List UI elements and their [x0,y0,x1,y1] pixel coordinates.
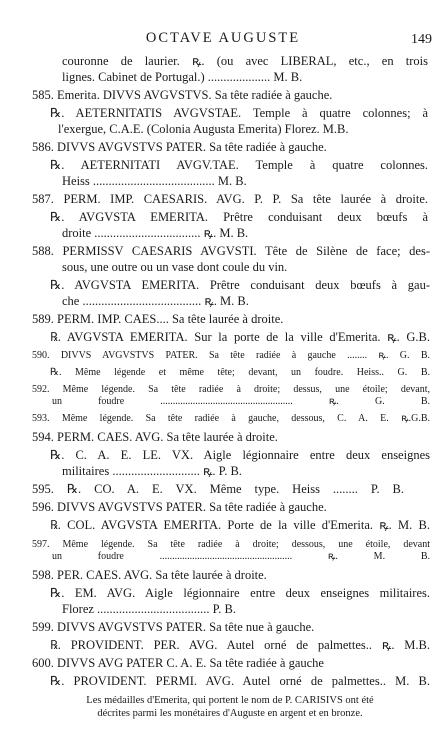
catalogue-line: droite .................................. ꝶ. M. B. [62,226,249,240]
catalogue-line: ℞. C. A. E. LE. VX. Aigle légionnaire entre deux enseignes [50,448,430,462]
catalogue-line: 595. ℞. CO. A. E. VX. Même type. Heiss ........ P. B. [32,482,404,496]
catalogue-line: 599. DIVVS AVGVSTVS PATER. Sa tête nue à gauche. [32,620,315,634]
catalogue-line: Florez .................................... P. B. [62,602,236,616]
catalogue-line: lignes. Cabinet de Portugal.) .................... M. B. [62,70,303,84]
catalogue-line: 590. DIVVS AVGVSTVS PATER. Sa tête radiée à gauche ........ ꝶ. G. B. [32,350,430,361]
catalogue-line: ℞. AVGVSTA EMERITA. Prêtre conduisant deux bœufs à [50,210,428,224]
running-title: OCTAVE AUGUSTE [145,30,301,46]
page-number: 149 [411,32,432,47]
catalogue-line: ℞. AETERNITATI AVGV.TAE. Temple à quatre colonnes. [50,158,428,172]
catalogue-line: 589. PERM. IMP. CAES.... Sa tête laurée à droite. [32,312,284,326]
catalogue-line: sous, une outre ou un vase dont coule du vin. [62,260,288,274]
catalogue-line: ℞. PROVIDENT. PERMI. AVG. Autel orné de palmettes.. M. B. [50,674,430,688]
catalogue-line: 587. PERM. IMP. CAESARIS. AVG. P. P. Sa tête laurée à droite. [32,192,428,206]
catalogue-line: 592. Même légende. Sa tête radiée à droite; dessus, une étoile; devant, [32,384,430,395]
catalogue-line: ℞. Même légende et même tête; devant, un foudre. Heiss.. G. B. [50,367,430,378]
catalogue-line: ℞. AVGVSTA EMERITA. Sur la porte de la ville d'Emerita. ꝶ. G.B. [50,330,430,344]
catalogue-line: ℞. AVGVSTA EMERITA. Prêtre conduisant deux bœufs à gau- [50,278,430,292]
catalogue-line: 585. Emerita. DIVVS AVGVSTVS. Sa tête radiée à gauche. [32,88,333,102]
footnote-line-2: décrites parmi les monétaires d'Auguste en argent et en bronze. [97,708,363,719]
catalogue-line: un foudre ..................................................... ꝶ. G. B. [52,396,430,407]
catalogue-line: couronne de laurier. ꝶ. (ou avec LIBERAL, etc., en trois [62,54,428,68]
catalogue-line: ℞. AETERNITATIS AVGVSTAE. Temple à quatre colonnes; à [50,106,428,120]
catalogue-line: 586. DIVVS AVGVSTVS PATER. Sa tête radiée à gauche. [32,140,327,154]
catalogue-line: 593. Même légende. Sa tête radiée à gauche, dessous, C. A. E. ꝶ.G.B. [32,413,430,424]
catalogue-line: 588. PERMISSV CAESARIS AVGVSTI. Tête de Silène de face; des- [32,244,430,258]
catalogue-line: ℞. EM. AVG. Aigle légionnaire entre deux enseignes militaires. [50,586,430,600]
catalogue-line: 598. PER. CAES. AVG. Sa tête laurée à droite. [32,568,267,582]
footnote-line-1: Les médailles d'Emerita, qui portent le nom de P. CARISIVS ont été [86,695,374,706]
catalogue-line: 596. DIVVS AVGVSTVS PATER. Sa tête radiée à gauche. [32,500,327,514]
catalogue-line: l'exergue, C.A.E. (Colonia Augusta Emerita) Florez. M.B. [58,122,349,136]
catalogue-line: 600. DIVVS AVG PATER C. A. E. Sa tête radiée à gauche [32,656,324,670]
catalogue-line: ℞. COL. AVGVSTA EMERITA. Porte de la ville d'Emerita. ꝶ. M. B. [50,518,430,532]
catalogue-line: 594. PERM. CAES. AVG. Sa tête laurée à droite. [32,430,278,444]
catalogue-line: militaires ............................ ꝶ. P. B. [62,464,242,478]
catalogue-line: Heiss ....................................... M. B. [62,174,247,188]
catalogue-line: 597. Même légende. Sa tête radiée à droite; dessous, une étoile, devant [32,539,430,550]
catalogue-line: un foudre ..................................................... ꝶ. M. B. [52,551,430,562]
page-header [0,30,446,50]
catalogue-line: ℞. PROVIDENT. PER. AVG. Autel orné de palmettes.. ꝶ. M.B. [50,638,430,652]
catalogue-line: che ...................................... ꝶ. M. B. [62,294,249,308]
